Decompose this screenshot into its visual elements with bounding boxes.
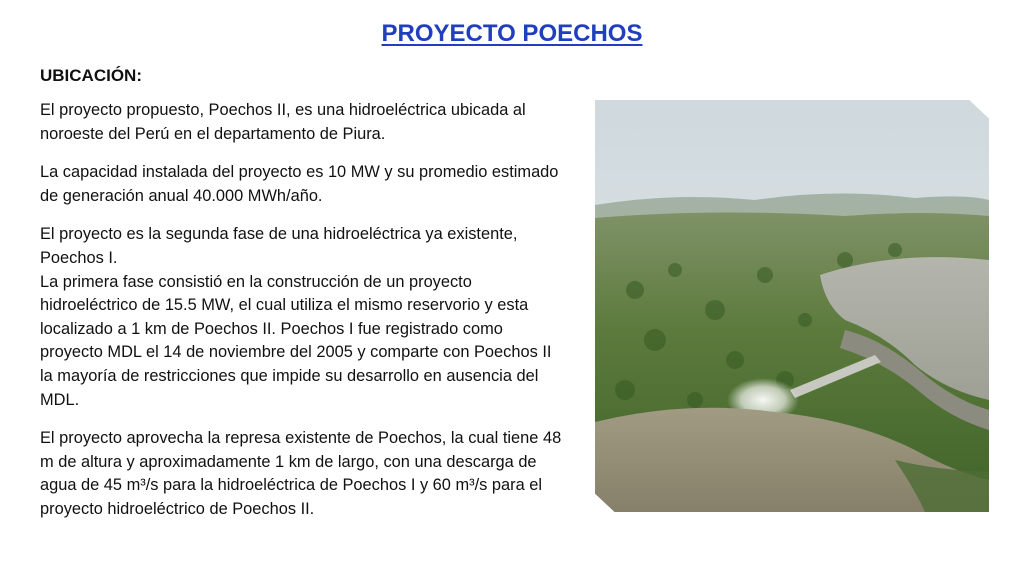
dam-photo (595, 100, 989, 512)
dam-aerial-image (595, 100, 989, 512)
paragraph-second-phase: El proyecto es la segunda fase de una hidroeléctrica ya existente, Poechos I. (40, 225, 518, 267)
paragraph-phases (40, 223, 568, 412)
paragraph-capacity: La capacidad instalada del proyecto es 10 MW y su promedio estimado de generación anual 40.000 MWh/año. (40, 163, 559, 205)
paragraph-dam: El proyecto aprovecha la represa existente de Poechos, la cual tiene 48 m de altura y aproximadamente 1 km de largo, con una descarga de agua de 45 m³/s para la hidroeléctrica de Poechos I y 60 m³/s para el proyecto hidroeléctrico de Poechos II. (40, 429, 562, 518)
paragraph-location: El proyecto propuesto, Poechos II, es una hidroeléctrica ubicada al noroeste del Perú en el departamento de Piura. (40, 101, 526, 143)
section-heading: UBICACIÓN: (40, 66, 142, 85)
body-text (40, 99, 568, 537)
paragraph-first-phase: La primera fase consistió en la construcción de un proyecto hidroeléctrico de 15.5 MW, el cual utiliza el mismo reservorio y esta localizado a 1 km de Poechos II. Poechos I fue registrado como proyecto MDL el 14 de noviembre del 2005 y comparte con Poechos II la mayoría de restricciones que impide su desarrollo en ausencia del MDL. (40, 272, 552, 409)
slide-title: PROYECTO POECHOS (381, 20, 643, 47)
